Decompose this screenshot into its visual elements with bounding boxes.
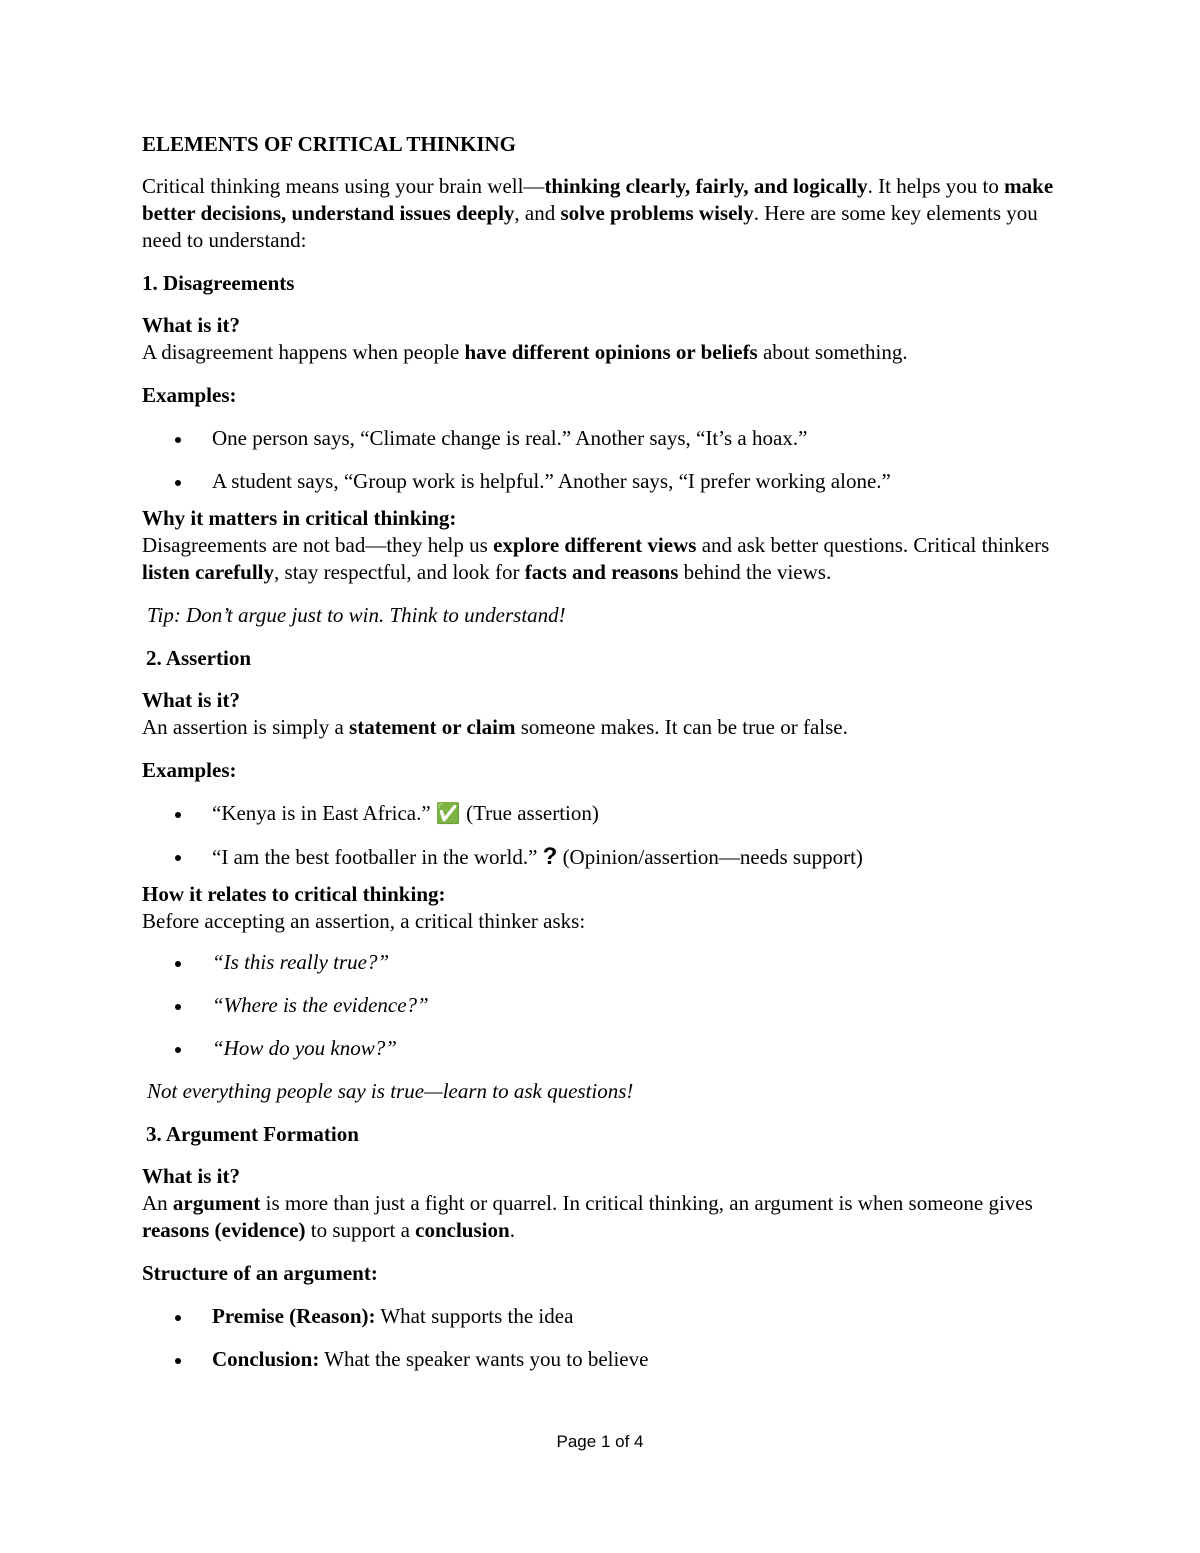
what-is-it-label: What is it? [142,1164,241,1188]
definition-text: An [142,1191,173,1215]
example-text: “I am the best footballer in the world.” [212,845,543,869]
intro-bold: thinking clearly, fairly, and logically [544,174,868,198]
intro-paragraph [142,173,1062,254]
section-heading-disagreements: 1. Disagreements [142,271,295,295]
definition-paragraph [142,1163,1062,1244]
definition-text: . [509,1218,515,1242]
what-is-it-label: What is it? [142,688,241,712]
page-number: Page 1 of 4 [556,1432,644,1451]
example-note: (True assertion) [460,801,599,825]
list-item [142,843,1062,871]
intro-bold: solve problems wisely [560,201,754,225]
examples-list [142,425,1062,495]
list-item [142,1303,1062,1330]
why-label: Why it matters in critical thinking: [142,506,457,530]
item-text: What supports the idea [375,1304,574,1328]
definition-text: to support a [305,1218,416,1242]
definition-bold: statement or claim [349,715,516,739]
what-is-it-label: What is it? [142,313,241,337]
definition-bold: reasons (evidence) [142,1218,306,1242]
why-text: , stay respectful, and look for [274,560,525,584]
item-label: Conclusion: [212,1347,320,1371]
item-text: What the speaker wants you to believe [319,1347,649,1371]
intro-bold: make better decisions, understand issues deeply [142,174,1054,225]
how-label: How it relates to critical thinking: [142,882,446,906]
list-item: “Where is the evidence?” [142,992,1062,1019]
tip-note: Tip: Don’t argue just to win. Think to understand! [147,603,566,627]
definition-text: is more than just a fight or quarrel. In critical thinking, an argument is when someone gives [260,1191,1033,1215]
why-bold: facts and reasons [524,560,679,584]
questions-list [142,949,1062,1062]
structure-label: Structure of an argument: [142,1261,378,1285]
list-item [142,1346,1062,1373]
definition-text: An assertion is simply a [142,715,350,739]
list-item [142,800,1062,827]
why-text: and ask better questions. Critical thinkers [696,533,1050,557]
document-title: ELEMENTS OF CRITICAL THINKING [142,132,517,156]
examples-label: Examples: [142,758,237,782]
why-bold: explore different views [493,533,697,557]
example-note: (Opinion/assertion—needs support) [557,845,863,869]
definition-paragraph [142,687,1062,741]
intro-text: Critical thinking means using your brain well— [142,174,545,198]
warning-note: Not everything people say is true—learn to ask questions! [147,1079,634,1103]
why-text: behind the views. [678,560,832,584]
structure-list [142,1303,1062,1373]
definition-text: someone makes. It can be true or false. [515,715,848,739]
example-text: “Kenya is in East Africa.” [212,801,436,825]
definition-bold: conclusion [415,1218,510,1242]
list-item: “Is this really true?” [142,949,1062,976]
definition-paragraph [142,312,1062,366]
definition-bold: have different opinions or beliefs [464,340,758,364]
why-paragraph [142,505,1062,586]
intro-text: , and [514,201,561,225]
section-heading-argument-formation: 3. Argument Formation [146,1122,359,1146]
list-item: A student says, “Group work is helpful.” Another says, “I prefer working alone.” [142,468,1062,495]
document-body [142,131,1062,1389]
why-text: Disagreements are not bad—they help us [142,533,494,557]
check-mark-icon: ✅ [435,801,461,825]
definition-text: about something. [757,340,908,364]
how-paragraph [142,881,1062,935]
list-item: “How do you know?” [142,1035,1062,1062]
definition-bold: argument [172,1191,261,1215]
question-mark-icon: ? [542,843,558,870]
intro-text: . Here are some key elements you need to understand: [142,201,1038,252]
why-bold: listen carefully [142,560,275,584]
item-label: Premise (Reason): [212,1304,376,1328]
examples-label: Examples: [142,383,237,407]
intro-text: . It helps you to [867,174,1005,198]
list-item: One person says, “Climate change is real.” Another says, “It’s a hoax.” [142,425,1062,452]
how-text: Before accepting an assertion, a critical thinker asks: [142,909,586,933]
examples-list [142,800,1062,871]
definition-text: A disagreement happens when people [142,340,465,364]
section-heading-assertion: 2. Assertion [146,646,251,670]
